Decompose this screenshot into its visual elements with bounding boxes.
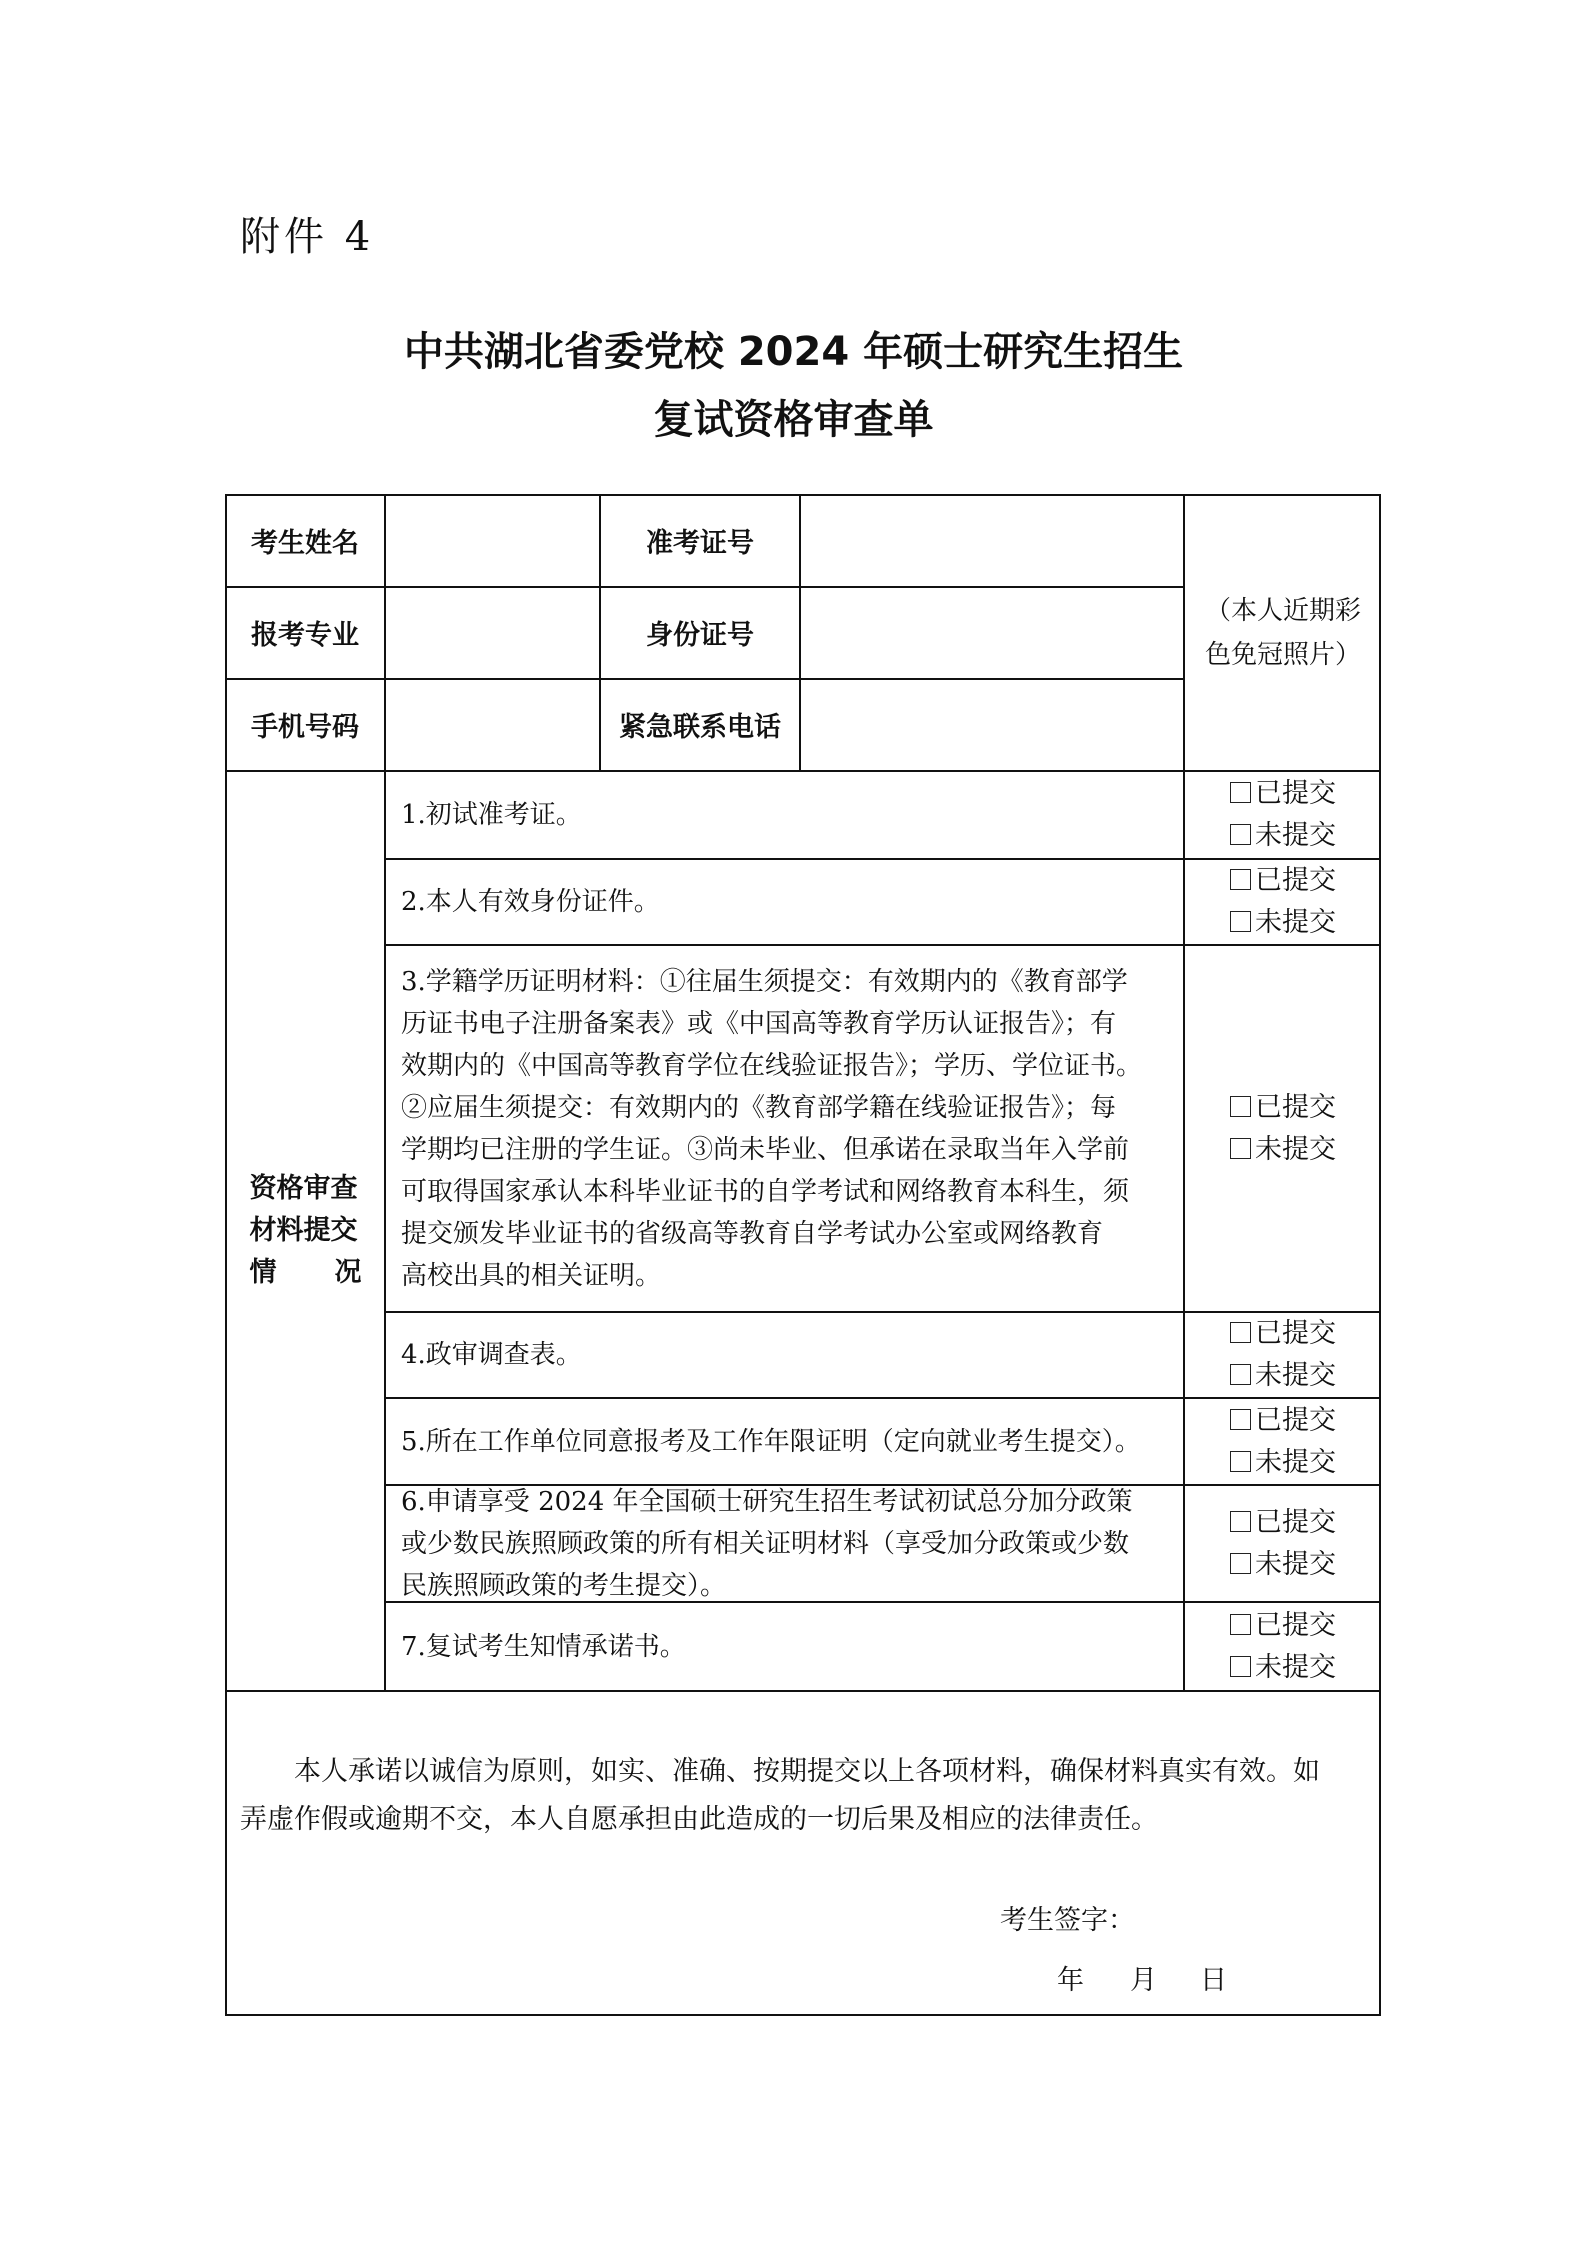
requirement-text-line: 历证书电子注册备案表》或《中国高等教育学历认证报告》；有 bbox=[401, 1008, 1117, 1039]
requirement-text-line: 3.学籍学历证明材料：①往届生须提交：有效期内的《教育部学 bbox=[401, 966, 1128, 997]
checkbox-square-icon[interactable] bbox=[1230, 1614, 1251, 1635]
not-submitted-checkbox[interactable] bbox=[1230, 815, 1336, 857]
checkbox-label: 已提交 bbox=[1255, 1318, 1336, 1349]
checkbox-square-icon[interactable] bbox=[1230, 1656, 1251, 1677]
requirement-text-line: 5.所在工作单位同意报考及工作年限证明（定向就业考生提交）。 bbox=[401, 1426, 1141, 1457]
checkbox-square-icon[interactable] bbox=[1230, 1451, 1251, 1472]
exam-id-field[interactable] bbox=[801, 496, 1183, 586]
emergency-phone-label: 紧急联系电话 bbox=[619, 711, 781, 743]
checkbox-square-icon[interactable] bbox=[1230, 1511, 1251, 1532]
emergency-phone-field[interactable] bbox=[801, 680, 1183, 770]
submission-status bbox=[1185, 946, 1381, 1311]
submission-status bbox=[1185, 1486, 1381, 1601]
checkbox-square-icon[interactable] bbox=[1230, 1096, 1251, 1117]
requirement-item bbox=[386, 1313, 1183, 1397]
checkbox-label: 未提交 bbox=[1255, 1548, 1336, 1580]
checkbox-square-icon[interactable] bbox=[1230, 1322, 1251, 1343]
checkbox-square-icon[interactable] bbox=[1230, 869, 1251, 890]
not-submitted-checkbox[interactable] bbox=[1230, 1442, 1336, 1484]
requirement-text-line: 2.本人有效身份证件。 bbox=[401, 887, 660, 917]
submitted-checkbox[interactable] bbox=[1230, 1087, 1336, 1129]
requirement-text-line: 6.申请享受 2024 年全国硕士研究生招生考试初试总分加分政策 bbox=[401, 1486, 1133, 1517]
requirement-item bbox=[386, 860, 1183, 944]
requirement-item bbox=[386, 1486, 1183, 1601]
requirement-text-line: ②应届生须提交：有效期内的《教育部学籍在线验证报告》；每 bbox=[401, 1092, 1117, 1123]
section-label-line3b: 况 bbox=[334, 1257, 362, 1288]
section-label-line1: 资格审查 bbox=[249, 1173, 358, 1204]
requirement-text-line: 高校出具的相关证明。 bbox=[401, 1260, 662, 1291]
not-submitted-checkbox[interactable] bbox=[1230, 1355, 1336, 1397]
submission-status bbox=[1185, 772, 1381, 858]
submitted-checkbox[interactable] bbox=[1230, 1502, 1336, 1544]
pledge-line1: 本人承诺以诚信为原则，如实、准确、按期提交以上各项材料，确保材料真实有效。如 bbox=[294, 1756, 1320, 1787]
not-submitted-checkbox[interactable] bbox=[1230, 1647, 1336, 1689]
id-card-label: 身份证号 bbox=[646, 619, 754, 651]
requirement-item bbox=[386, 1603, 1183, 1690]
submitted-checkbox[interactable] bbox=[1230, 1313, 1336, 1355]
requirement-text-line: 4.政审调查表。 bbox=[401, 1340, 582, 1370]
section-label-line2: 材料提交 bbox=[249, 1215, 358, 1246]
requirement-text-line: 学期均已注册的学生证。③尚未毕业、但承诺在录取当年入学前 bbox=[401, 1134, 1130, 1165]
major-field[interactable] bbox=[386, 588, 599, 678]
signature-field[interactable] bbox=[1120, 1898, 1320, 1932]
checkbox-label: 未提交 bbox=[1255, 1133, 1336, 1165]
not-submitted-checkbox[interactable] bbox=[1230, 902, 1336, 944]
submission-status bbox=[1185, 1399, 1381, 1484]
section-label-line3a: 情 bbox=[249, 1257, 277, 1288]
requirement-text-line: 或少数民族照顾政策的所有相关证明材料（享受加分政策或少数 bbox=[401, 1528, 1130, 1559]
submission-status bbox=[1185, 1603, 1381, 1690]
checkbox-square-icon[interactable] bbox=[1230, 1553, 1251, 1574]
id-card-field[interactable] bbox=[801, 588, 1183, 678]
checkbox-label: 已提交 bbox=[1255, 865, 1336, 896]
not-submitted-checkbox[interactable] bbox=[1230, 1544, 1336, 1586]
requirement-text-line: 可取得国家承认本科毕业证书的自学考试和网络教育本科生，须 bbox=[401, 1176, 1130, 1207]
exam-id-label: 准考证号 bbox=[646, 527, 754, 559]
checkbox-label: 未提交 bbox=[1255, 1360, 1336, 1391]
requirement-item bbox=[386, 946, 1183, 1311]
page-subtitle: 复试资格审查单 bbox=[653, 397, 934, 443]
checkbox-label: 未提交 bbox=[1255, 1446, 1336, 1478]
phone-label: 手机号码 bbox=[251, 711, 359, 743]
photo-placeholder[interactable] bbox=[1185, 496, 1381, 770]
submitted-checkbox[interactable] bbox=[1230, 773, 1336, 815]
attachment-label: 附件 4 bbox=[240, 214, 375, 260]
section-label bbox=[227, 772, 384, 1690]
requirement-text-line: 1.初试准考证。 bbox=[401, 800, 582, 830]
requirement-text-line: 提交颁发毕业证书的省级高等教育自学考试办公室或网络教育 bbox=[401, 1218, 1104, 1249]
requirement-text-line: 7.复试考生知情承诺书。 bbox=[401, 1631, 686, 1662]
checkbox-label: 未提交 bbox=[1255, 907, 1336, 938]
checkbox-label: 已提交 bbox=[1255, 1091, 1336, 1123]
submitted-checkbox[interactable] bbox=[1230, 1605, 1336, 1647]
phone-field[interactable] bbox=[386, 680, 599, 770]
checkbox-label: 未提交 bbox=[1255, 1651, 1336, 1683]
requirement-item bbox=[386, 772, 1183, 858]
requirement-text-line: 效期内的《中国高等教育学位在线验证报告》；学历、学位证书。 bbox=[401, 1050, 1143, 1081]
checkbox-label: 已提交 bbox=[1255, 1609, 1336, 1641]
submitted-checkbox[interactable] bbox=[1230, 1400, 1336, 1442]
checkbox-square-icon[interactable] bbox=[1230, 1138, 1251, 1159]
not-submitted-checkbox[interactable] bbox=[1230, 1129, 1336, 1171]
photo-hint-line2: 色免冠照片） bbox=[1204, 640, 1361, 670]
requirement-item bbox=[386, 1399, 1183, 1484]
signature-label: 考生签字： bbox=[1000, 1905, 1135, 1936]
checkbox-square-icon[interactable] bbox=[1230, 911, 1251, 932]
pledge-line2: 弄虚作假或逾期不交，本人自愿承担由此造成的一切后果及相应的法律责任。 bbox=[240, 1804, 1158, 1835]
checkbox-label: 未提交 bbox=[1255, 820, 1336, 851]
checkbox-label: 已提交 bbox=[1255, 1404, 1336, 1436]
date-day-label: 日 bbox=[1200, 1965, 1227, 1996]
checkbox-square-icon[interactable] bbox=[1230, 1409, 1251, 1430]
date-year-label: 年 bbox=[1057, 1965, 1084, 1996]
checkbox-label: 已提交 bbox=[1255, 1506, 1336, 1538]
checkbox-square-icon[interactable] bbox=[1230, 1364, 1251, 1385]
submission-status bbox=[1185, 860, 1381, 944]
checkbox-square-icon[interactable] bbox=[1230, 824, 1251, 845]
requirement-text-line: 民族照顾政策的考生提交）。 bbox=[401, 1570, 727, 1601]
major-label: 报考专业 bbox=[251, 619, 359, 651]
divider bbox=[225, 1690, 1381, 1692]
checkbox-square-icon[interactable] bbox=[1230, 782, 1251, 803]
photo-hint-line1: （本人近期彩 bbox=[1204, 596, 1361, 626]
page-title: 中共湖北省委党校 2024 年硕士研究生招生 bbox=[403, 329, 1184, 375]
checkbox-label: 已提交 bbox=[1255, 778, 1336, 809]
submitted-checkbox[interactable] bbox=[1230, 860, 1336, 902]
name-label: 考生姓名 bbox=[251, 527, 359, 559]
name-field[interactable] bbox=[386, 496, 599, 586]
date-month-label: 月 bbox=[1130, 1965, 1157, 1996]
submission-status bbox=[1185, 1313, 1381, 1397]
